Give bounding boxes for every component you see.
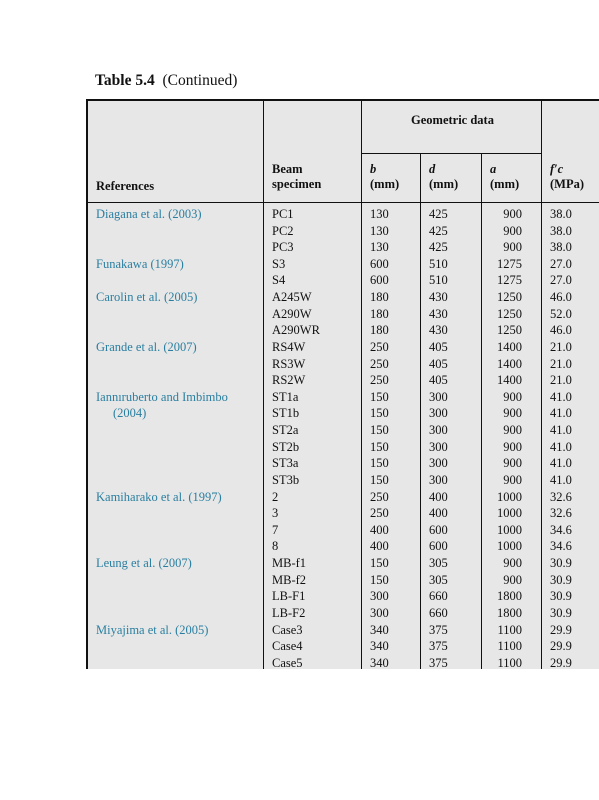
cell-b: 340 xyxy=(370,639,389,654)
cell-b: 150 xyxy=(370,572,389,587)
cell-b: 600 xyxy=(370,273,389,288)
cell-specimen: A290W xyxy=(272,306,312,321)
cell-a: 1000 xyxy=(497,506,522,521)
cell-b: 150 xyxy=(370,439,389,454)
cell-a: 1100 xyxy=(497,639,522,654)
cell-a: 1800 xyxy=(497,589,522,604)
cell-d: 425 xyxy=(429,223,448,238)
cell-fc: 29.9 xyxy=(550,622,572,637)
cell-fc: 30.9 xyxy=(550,589,572,604)
cell-a: 1100 xyxy=(497,622,522,637)
cell-b: 250 xyxy=(370,373,389,388)
cell-d: 430 xyxy=(429,290,448,305)
cell-a: 1400 xyxy=(497,356,522,371)
cell-specimen: PC3 xyxy=(272,240,294,255)
cell-fc: 21.0 xyxy=(550,356,572,371)
cell-d: 600 xyxy=(429,539,448,554)
cell-fc: 41.0 xyxy=(550,406,572,421)
cell-d: 425 xyxy=(429,207,448,221)
cell-fc: 29.9 xyxy=(550,655,572,669)
header-beam: Beam specimen xyxy=(272,162,322,191)
cell-specimen: ST3b xyxy=(272,472,300,487)
cell-a: 900 xyxy=(503,456,522,471)
cell-a: 900 xyxy=(503,572,522,587)
cell-b: 300 xyxy=(370,589,389,604)
header-fc: f′c (MPa) xyxy=(550,162,585,191)
cell-b: 150 xyxy=(370,406,389,421)
cell-d: 660 xyxy=(429,589,448,604)
cell-d: 300 xyxy=(429,389,448,404)
header-geometric-data: Geometric data xyxy=(411,113,494,127)
cell-fc: 38.0 xyxy=(550,223,572,238)
cell-d: 425 xyxy=(429,240,448,255)
cell-a: 1250 xyxy=(497,290,522,305)
cell-specimen: ST3a xyxy=(272,456,299,471)
cell-b: 180 xyxy=(370,290,389,305)
cell-b: 180 xyxy=(370,306,389,321)
cell-specimen: RS2W xyxy=(272,373,306,388)
col-divider xyxy=(361,101,362,669)
cell-d: 375 xyxy=(429,655,448,669)
cell-a: 1000 xyxy=(497,522,522,537)
cell-specimen: ST2b xyxy=(272,439,300,454)
cell-a: 900 xyxy=(503,423,522,438)
cell-b: 150 xyxy=(370,472,389,487)
cell-a: 1250 xyxy=(497,323,522,338)
cell-specimen: 8 xyxy=(272,539,279,554)
col-divider xyxy=(541,101,542,669)
cell-d: 300 xyxy=(429,439,448,454)
cell-specimen: ST1a xyxy=(272,389,299,404)
cell-specimen: 7 xyxy=(272,522,279,537)
cell-specimen: RS3W xyxy=(272,356,306,371)
cell-b: 250 xyxy=(370,489,389,504)
cell-b: 400 xyxy=(370,522,389,537)
cell-specimen: PC2 xyxy=(272,223,294,238)
header-rule xyxy=(88,202,599,203)
cell-a: 1275 xyxy=(497,256,522,271)
cell-b: 150 xyxy=(370,423,389,438)
cell-d: 305 xyxy=(429,556,448,571)
col-divider xyxy=(263,101,264,669)
table-caption xyxy=(95,72,237,90)
cell-specimen: PC1 xyxy=(272,207,294,221)
cell-reference: Miyajima et al. (2005) xyxy=(96,622,209,637)
cell-fc: 41.0 xyxy=(550,439,572,454)
header-a: a (mm) xyxy=(490,162,520,191)
data-table xyxy=(86,99,599,669)
cell-specimen: A245W xyxy=(272,290,312,305)
cell-specimen: A290WR xyxy=(272,323,320,338)
col-divider xyxy=(420,153,421,669)
cell-a: 900 xyxy=(503,439,522,454)
cell-d: 300 xyxy=(429,472,448,487)
cell-fc: 41.0 xyxy=(550,472,572,487)
cell-a: 900 xyxy=(503,472,522,487)
cell-a: 1400 xyxy=(497,339,522,354)
cell-a: 1100 xyxy=(497,655,522,669)
cell-specimen: Case5 xyxy=(272,655,303,669)
cell-reference: Iannıruberto and Imbimbo xyxy=(96,389,228,404)
cell-d: 300 xyxy=(429,423,448,438)
cell-specimen: MB-f1 xyxy=(272,556,307,571)
cell-d: 430 xyxy=(429,323,448,338)
cell-d: 375 xyxy=(429,639,448,654)
cell-d: 400 xyxy=(429,506,448,521)
cell-specimen: 3 xyxy=(272,506,279,521)
cell-a: 1250 xyxy=(497,306,522,321)
cell-specimen: Case3 xyxy=(272,622,303,637)
cell-d: 300 xyxy=(429,456,448,471)
cell-reference: Funakawa (1997) xyxy=(96,256,184,271)
cell-d: 405 xyxy=(429,356,448,371)
cell-specimen: MB-f2 xyxy=(272,572,307,587)
cell-fc: 27.0 xyxy=(550,273,572,288)
cell-fc: 30.9 xyxy=(550,556,572,571)
cell-specimen: S3 xyxy=(272,256,286,271)
cell-fc: 30.9 xyxy=(550,605,572,620)
cell-fc: 52.0 xyxy=(550,306,572,321)
cell-a: 900 xyxy=(503,556,522,571)
cell-reference: Kamiharako et al. (1997) xyxy=(96,489,222,504)
cell-specimen: ST1b xyxy=(272,406,300,421)
cell-a: 900 xyxy=(503,223,522,238)
cell-a: 1000 xyxy=(497,539,522,554)
cell-a: 1275 xyxy=(497,273,522,288)
cell-b: 130 xyxy=(370,240,389,255)
cell-d: 510 xyxy=(429,273,448,288)
cell-fc: 38.0 xyxy=(550,240,572,255)
cell-a: 1000 xyxy=(497,489,522,504)
table-subtitle: (Continued) xyxy=(162,72,238,89)
table-label: Table 5.4 xyxy=(95,72,155,89)
cell-d: 405 xyxy=(429,339,448,354)
cell-d: 400 xyxy=(429,489,448,504)
cell-b: 600 xyxy=(370,256,389,271)
cell-fc: 41.0 xyxy=(550,423,572,438)
cell-b: 130 xyxy=(370,223,389,238)
cell-specimen: ST2a xyxy=(272,423,299,438)
cell-b: 340 xyxy=(370,655,389,669)
cell-d: 430 xyxy=(429,306,448,321)
cell-reference: Leung et al. (2007) xyxy=(96,556,192,571)
cell-b: 300 xyxy=(370,605,389,620)
cell-reference: Carolin et al. (2005) xyxy=(96,290,198,305)
cell-b: 130 xyxy=(370,207,389,221)
header-references: References xyxy=(96,179,155,193)
cell-d: 510 xyxy=(429,256,448,271)
cell-b: 250 xyxy=(370,339,389,354)
cell-fc: 27.0 xyxy=(550,256,572,271)
header-d: d (mm) xyxy=(429,162,459,191)
cell-fc: 46.0 xyxy=(550,290,572,305)
cell-fc: 21.0 xyxy=(550,373,572,388)
cell-d: 300 xyxy=(429,406,448,421)
cell-b: 150 xyxy=(370,456,389,471)
cell-specimen: S4 xyxy=(272,273,286,288)
cell-a: 900 xyxy=(503,406,522,421)
cell-fc: 21.0 xyxy=(550,339,572,354)
cell-specimen: 2 xyxy=(272,489,279,504)
cell-b: 180 xyxy=(370,323,389,338)
cell-reference: Grande et al. (2007) xyxy=(96,339,197,354)
group-underline xyxy=(361,153,542,154)
cell-d: 305 xyxy=(429,572,448,587)
cell-b: 250 xyxy=(370,506,389,521)
cell-fc: 32.6 xyxy=(550,489,572,504)
cell-fc: 30.9 xyxy=(550,572,572,587)
cell-fc: 34.6 xyxy=(550,539,572,554)
cell-fc: 29.9 xyxy=(550,639,572,654)
cell-d: 600 xyxy=(429,522,448,537)
cell-b: 150 xyxy=(370,556,389,571)
cell-specimen: LB-F1 xyxy=(272,589,306,604)
cell-b: 340 xyxy=(370,622,389,637)
cell-reference: (2004) xyxy=(113,406,147,421)
cell-a: 900 xyxy=(503,240,522,255)
cell-fc: 41.0 xyxy=(550,456,572,471)
cell-b: 150 xyxy=(370,389,389,404)
cell-fc: 32.6 xyxy=(550,506,572,521)
cell-specimen: LB-F2 xyxy=(272,605,306,620)
cell-a: 900 xyxy=(503,389,522,404)
cell-d: 660 xyxy=(429,605,448,620)
cell-a: 1400 xyxy=(497,373,522,388)
cell-specimen: Case4 xyxy=(272,639,303,654)
cell-fc: 38.0 xyxy=(550,207,572,221)
cell-a: 1800 xyxy=(497,605,522,620)
cell-fc: 34.6 xyxy=(550,522,572,537)
cell-a: 900 xyxy=(503,207,522,221)
cell-d: 405 xyxy=(429,373,448,388)
cell-fc: 46.0 xyxy=(550,323,572,338)
cell-d: 375 xyxy=(429,622,448,637)
cell-b: 400 xyxy=(370,539,389,554)
cell-b: 250 xyxy=(370,356,389,371)
cell-fc: 41.0 xyxy=(550,389,572,404)
header-b: b (mm) xyxy=(370,162,400,191)
cell-specimen: RS4W xyxy=(272,339,306,354)
cell-reference: Diagana et al. (2003) xyxy=(96,207,202,221)
